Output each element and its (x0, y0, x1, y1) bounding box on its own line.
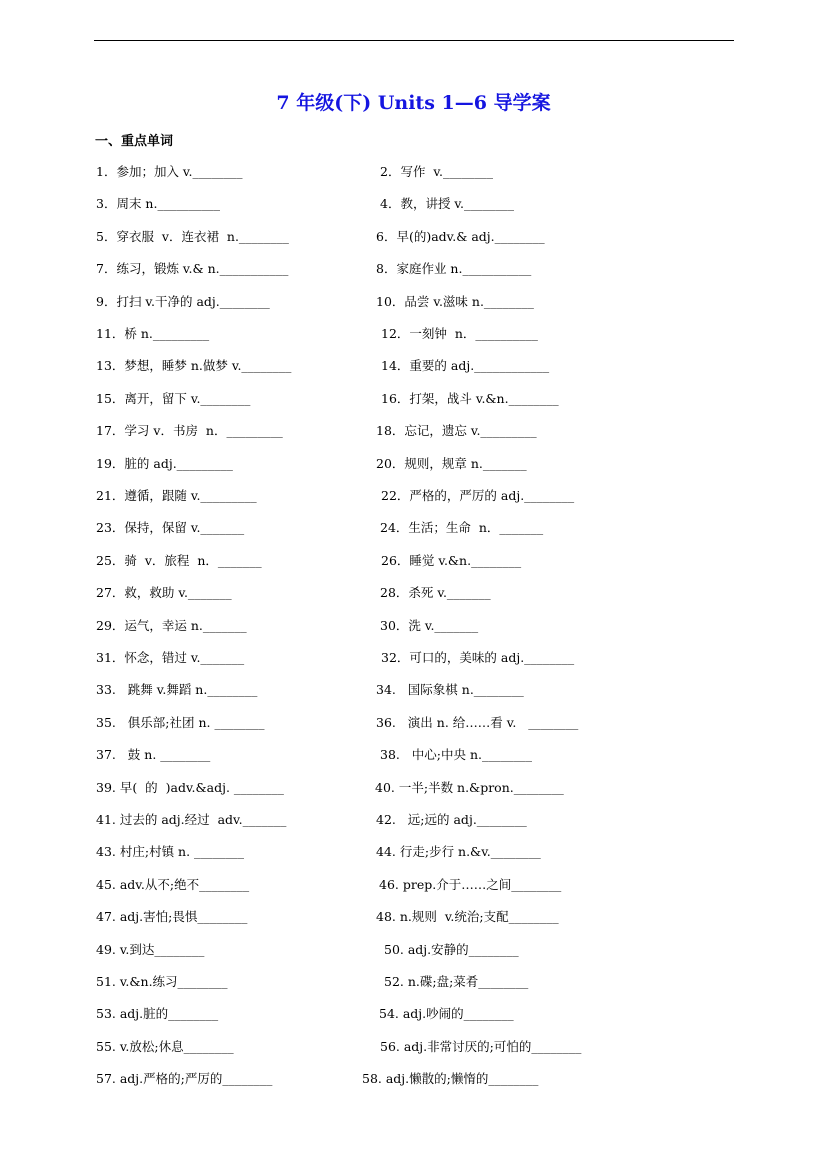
vocab-item-left: 57. adj.严格的;严厉的________ (96, 1071, 273, 1086)
vocab-item-right: 16．打架，战斗 v.&n.________ (381, 391, 559, 406)
vocab-item-right: 50. adj.安静的________ (384, 942, 519, 957)
vocab-item-right: 46. prep.介于……之间________ (379, 877, 562, 892)
vocab-item-right: 12．一刻钟 n．__________ (381, 326, 538, 341)
vocab-item-right: 54. adj.吵闹的________ (379, 1006, 514, 1021)
vocab-item-right: 34. 国际象棋 n.________ (376, 682, 524, 697)
vocab-item-right: 14．重要的 adj.____________ (381, 358, 550, 373)
vocab-item-right: 20．规则，规章 n._______ (376, 456, 527, 471)
vocab-item-right: 24．生活；生命 n．_______ (380, 520, 544, 535)
vocab-item-right: 58. adj.懒散的;懒惰的________ (362, 1071, 539, 1086)
vocab-item-left: 27．救，救助 v._______ (96, 585, 232, 600)
vocab-item-right: 40. 一半;半数 n.&pron.________ (375, 780, 564, 795)
vocab-item-left: 35. 俱乐部;社团 n. ________ (96, 715, 265, 730)
vocab-item-left: 45. adv.从不;绝不________ (96, 877, 250, 892)
vocab-item-right: 18．忘记，遗忘 v._________ (376, 423, 537, 438)
vocab-item-left: 37. 鼓 n. ________ (96, 747, 211, 762)
vocab-item-left: 31．怀念，错过 v._______ (96, 650, 245, 665)
vocab-item-right: 26．睡觉 v.&n.________ (381, 553, 522, 568)
vocab-item-right: 36. 演出 n. 给……看 v. ________ (376, 715, 579, 730)
section-heading: 一、重点单词 (95, 134, 174, 149)
vocab-item-right: 52. n.碟;盘;菜肴________ (384, 974, 529, 989)
vocab-item-right: 38. 中心;中央 n.________ (380, 747, 533, 762)
vocab-item-left: 51. v.&n.练习________ (96, 974, 228, 989)
vocab-item-left: 13．梦想，睡梦 n.做梦 v.________ (96, 358, 292, 373)
vocab-item-left: 53. adj.脏的________ (96, 1006, 219, 1021)
vocab-item-left: 19．脏的 adj._________ (96, 456, 233, 471)
vocab-item-left: 47. adj.害怕;畏惧________ (96, 909, 248, 924)
vocab-item-left: 11．桥 n._________ (96, 326, 210, 341)
vocab-item-left: 1．参加；加入 v.________ (96, 164, 243, 179)
vocab-item-left: 33. 跳舞 v.舞蹈 n.________ (96, 682, 258, 697)
vocab-item-right: 6．早(的)adv.& adj.________ (376, 229, 545, 244)
vocab-item-right: 2．写作 v.________ (380, 164, 493, 179)
vocab-item-left: 7．练习，锻炼 v.& n.___________ (96, 261, 289, 276)
vocab-item-right: 4．教，讲授 v.________ (380, 196, 514, 211)
vocab-item-right: 32．可口的，美味的 adj.________ (381, 650, 575, 665)
vocab-item-right: 22．严格的，严厉的 adj.________ (381, 488, 575, 503)
vocab-item-left: 39. 早( 的 )adv.&adj. ________ (96, 780, 284, 795)
vocab-item-right: 48. n.规则 v.统治;支配________ (376, 909, 559, 924)
vocab-item-left: 15．离开，留下 v.________ (96, 391, 251, 406)
vocab-item-left: 17．学习 v．书房 n．_________ (96, 423, 283, 438)
vocab-item-right: 8．家庭作业 n.___________ (376, 261, 532, 276)
vocab-item-right: 56. adj.非常讨厌的;可怕的________ (380, 1039, 582, 1054)
vocab-item-right: 42. 远;远的 adj.________ (376, 812, 527, 827)
vocab-item-right: 44. 行走;步行 n.&v.________ (376, 844, 541, 859)
vocab-item-left: 23．保持，保留 v._______ (96, 520, 245, 535)
vocab-item-left: 43. 村庄;村镇 n. ________ (96, 844, 245, 859)
vocab-item-right: 10．品尝 v.滋味 n.________ (376, 294, 534, 309)
vocab-item-left: 41. 过去的 adj.经过 adv._______ (96, 812, 287, 827)
vocab-item-left: 29．运气，幸运 n._______ (96, 618, 247, 633)
vocab-item-left: 25．骑 v．旅程 n．_______ (96, 553, 262, 568)
page-title: 7 年级(下) Units 1—6 导学案 (276, 92, 551, 114)
vocab-item-left: 49. v.到达________ (96, 942, 205, 957)
vocab-item-right: 28．杀死 v._______ (380, 585, 491, 600)
vocab-item-left: 5．穿衣服 v．连衣裙 n.________ (96, 229, 289, 244)
vocab-item-left: 55. v.放松;休息________ (96, 1039, 234, 1054)
vocab-item-left: 9．打扫 v.干净的 adj.________ (96, 294, 270, 309)
vocab-item-right: 30．洗 v._______ (380, 618, 479, 633)
vocab-item-left: 3．周末 n.__________ (96, 196, 220, 211)
vocab-item-left: 21．遵循，跟随 v._________ (96, 488, 257, 503)
